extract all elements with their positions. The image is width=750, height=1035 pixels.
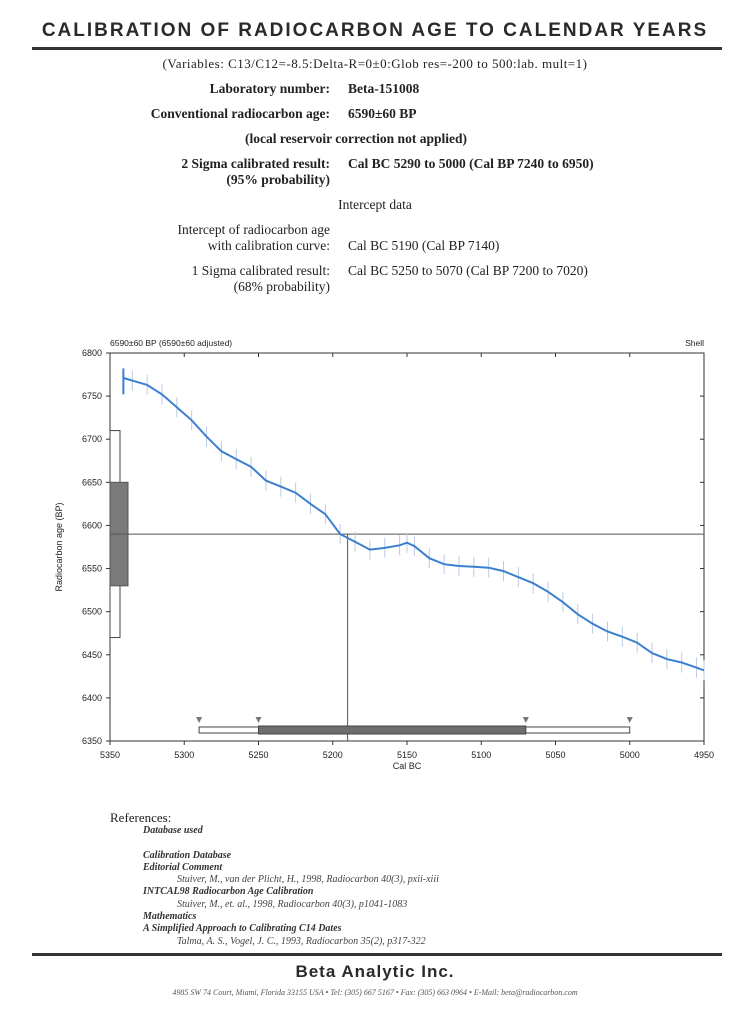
y-tick-label: 6650 <box>81 477 102 488</box>
sigma1-range-bar <box>259 726 526 734</box>
y-tick-label: 6550 <box>81 563 102 574</box>
reservoir-note: (local reservoir correction not applied) <box>245 131 467 146</box>
reference-citation: Stuiver, M., van der Plicht, H., 1998, Radiocarbon 40(3), pxii-xiii <box>177 874 439 886</box>
header-rule <box>32 47 722 50</box>
reference-heading: Database used <box>143 825 203 836</box>
reference-citation: Stuiver, M., et. al., 1998, Radiocarbon 40(3), p1041-1083 <box>177 898 408 910</box>
reference-heading: Editorial Comment <box>143 861 223 873</box>
lab-number-value: Beta-151008 <box>348 81 420 96</box>
sigma2-value: Cal BC 5290 to 5000 (Cal BP 7240 to 6950) <box>348 156 594 171</box>
y-axis-label: Radiocarbon age (BP) <box>54 502 64 592</box>
chart-material-label: Shell <box>685 338 704 348</box>
intercept-heading: Intercept data <box>338 197 412 212</box>
range-marker-arrow <box>523 717 529 723</box>
x-tick-label: 5100 <box>471 750 492 760</box>
sigma1-label: 1 Sigma calibrated result: <box>191 263 330 278</box>
x-tick-label: 5250 <box>248 750 269 760</box>
y-tick-label: 6350 <box>81 736 102 746</box>
x-tick-label: 5000 <box>619 750 640 760</box>
intercept-value: Cal BC 5190 (Cal BP 7140) <box>348 238 500 253</box>
x-tick-label: 5300 <box>174 750 195 760</box>
conventional-age-value: 6590±60 BP <box>348 106 417 121</box>
y-tick-label: 6500 <box>81 606 102 617</box>
intercept-label-1: Intercept of radiocarbon age <box>177 222 330 237</box>
conventional-age-label: Conventional radiocarbon age: <box>150 106 330 121</box>
x-tick-label: 4950 <box>693 750 715 760</box>
y-tick-label: 6800 <box>81 348 102 358</box>
range-marker-arrow <box>196 717 202 723</box>
y-tick-label: 6450 <box>81 649 102 660</box>
reference-citation: Talma, A. S., Vogel, J. C., 1993, Radiocarbon 35(2), p317-322 <box>177 935 426 947</box>
sigma2-probability: (95% probability) <box>226 172 330 187</box>
chart-title: 6590±60 BP (6590±60 adjusted) <box>110 338 233 348</box>
reference-heading: A Simplified Approach to Calibrating C14 Dates <box>143 923 342 935</box>
x-tick-label: 5150 <box>396 750 418 760</box>
x-axis-label: Cal BC <box>392 761 422 771</box>
range-marker-arrow <box>627 717 633 723</box>
range-marker-arrow <box>256 717 262 723</box>
references-list <box>143 825 703 948</box>
company-name: Beta Analytic Inc. <box>295 962 455 981</box>
variables-line: (Variables: C13/C12=-8.5:Delta-R=0±0:Glob res=-200 to 500:lab. mult=1) <box>162 56 588 71</box>
company-address: 4985 SW 74 Court, Miami, Florida 33155 USA • Tel: (305) 667 5167 • Fax: (305) 663 0964 • E-Mail: beta@radiocarbon.com <box>172 988 578 997</box>
sigma1-probability: (68% probability) <box>233 279 330 294</box>
lab-number-label: Laboratory number: <box>209 81 330 96</box>
x-tick-label: 5050 <box>545 750 566 760</box>
reference-heading: INTCAL98 Radiocarbon Age Calibration <box>143 886 314 898</box>
footer-rule <box>32 953 722 956</box>
reference-heading: Mathematics <box>143 911 197 923</box>
sigma2-label: 2 Sigma calibrated result: <box>181 156 330 171</box>
calibration-curve <box>123 378 704 670</box>
references-heading: References: <box>110 810 172 825</box>
reference-heading: Calibration Database <box>143 849 232 861</box>
y-tick-label: 6750 <box>81 391 102 402</box>
y-tick-label: 6400 <box>81 692 102 703</box>
x-tick-label: 5350 <box>99 750 121 760</box>
page-title: CALIBRATION OF RADIOCARBON AGE TO CALENDAR YEARS <box>41 20 709 41</box>
intercept-label-2: with calibration curve: <box>207 238 330 253</box>
calibration-chart <box>0 330 750 780</box>
sigma1-value: Cal BC 5250 to 5070 (Cal BP 7200 to 7020) <box>348 263 588 278</box>
reference-spacer <box>143 837 703 849</box>
x-tick-label: 5200 <box>322 750 343 760</box>
y-tick-label: 6700 <box>81 434 102 445</box>
y-tick-label: 6600 <box>81 520 102 531</box>
